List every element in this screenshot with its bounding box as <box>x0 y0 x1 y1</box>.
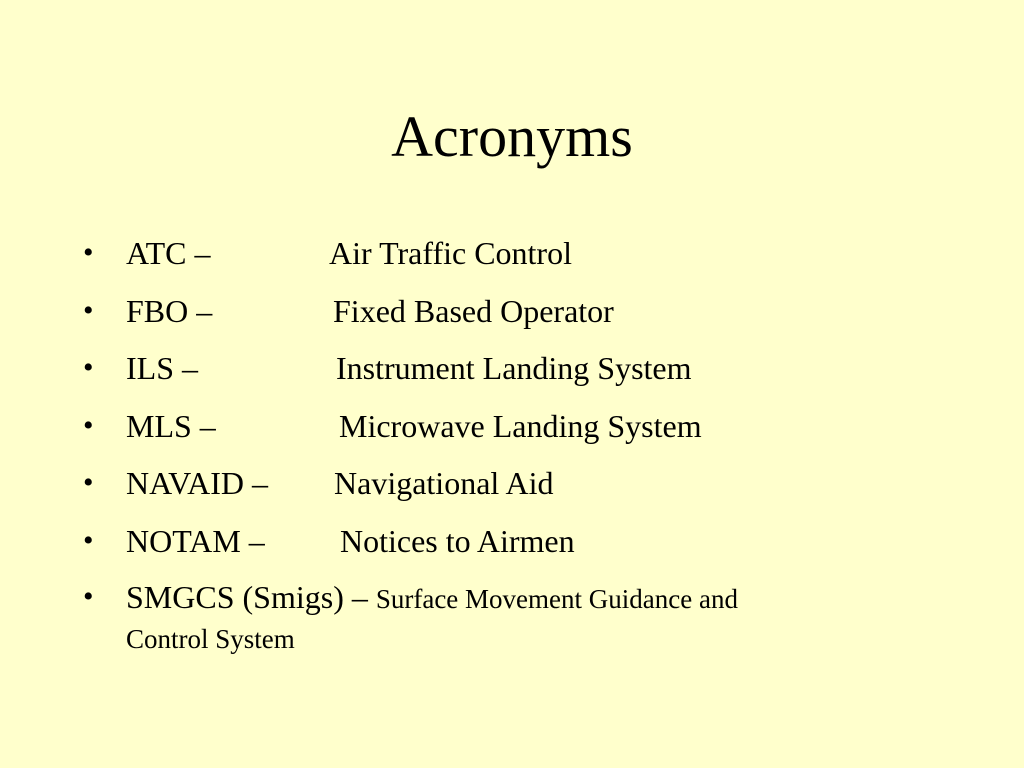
bullet-icon: • <box>83 293 94 327</box>
acronym-label: ILS – <box>126 350 198 386</box>
bullet-icon: • <box>83 523 94 557</box>
list-item <box>83 286 943 344</box>
list-item <box>83 573 943 655</box>
acronym-meaning: Navigational Aid <box>334 465 554 501</box>
list-item <box>83 228 943 286</box>
acronym-label: NOTAM – <box>126 522 265 559</box>
acronym-meaning: Fixed Based Operator <box>333 292 614 329</box>
acronym-meaning: Instrument Landing System <box>336 350 692 386</box>
bullet-icon: • <box>83 408 94 442</box>
slide-title: Acronyms <box>391 104 633 169</box>
acronym-meaning: Notices to Airmen <box>340 522 575 559</box>
acronym-meaning: Air Traffic Control <box>329 235 572 271</box>
acronym-label: FBO – <box>126 292 213 329</box>
list-item <box>83 343 943 401</box>
bullet-icon: • <box>83 580 94 613</box>
bullet-icon: • <box>83 236 94 269</box>
list-item <box>83 516 943 574</box>
list-item <box>83 401 943 459</box>
acronym-list <box>83 228 943 655</box>
bullet-icon: • <box>83 351 94 384</box>
acronym-label: NAVAID – <box>126 465 268 501</box>
acronym-label: ATC – <box>126 235 211 271</box>
acronym-label: MLS – <box>126 407 216 444</box>
acronym-meaning: Microwave Landing System <box>339 407 702 444</box>
acronym-meaning-continuation: Control System <box>126 624 295 654</box>
acronym-label: SMGCS (Smigs) – <box>126 579 368 615</box>
acronym-meaning: Surface Movement Guidance and <box>375 584 738 614</box>
bullet-icon: • <box>83 466 94 499</box>
list-item <box>83 458 943 516</box>
